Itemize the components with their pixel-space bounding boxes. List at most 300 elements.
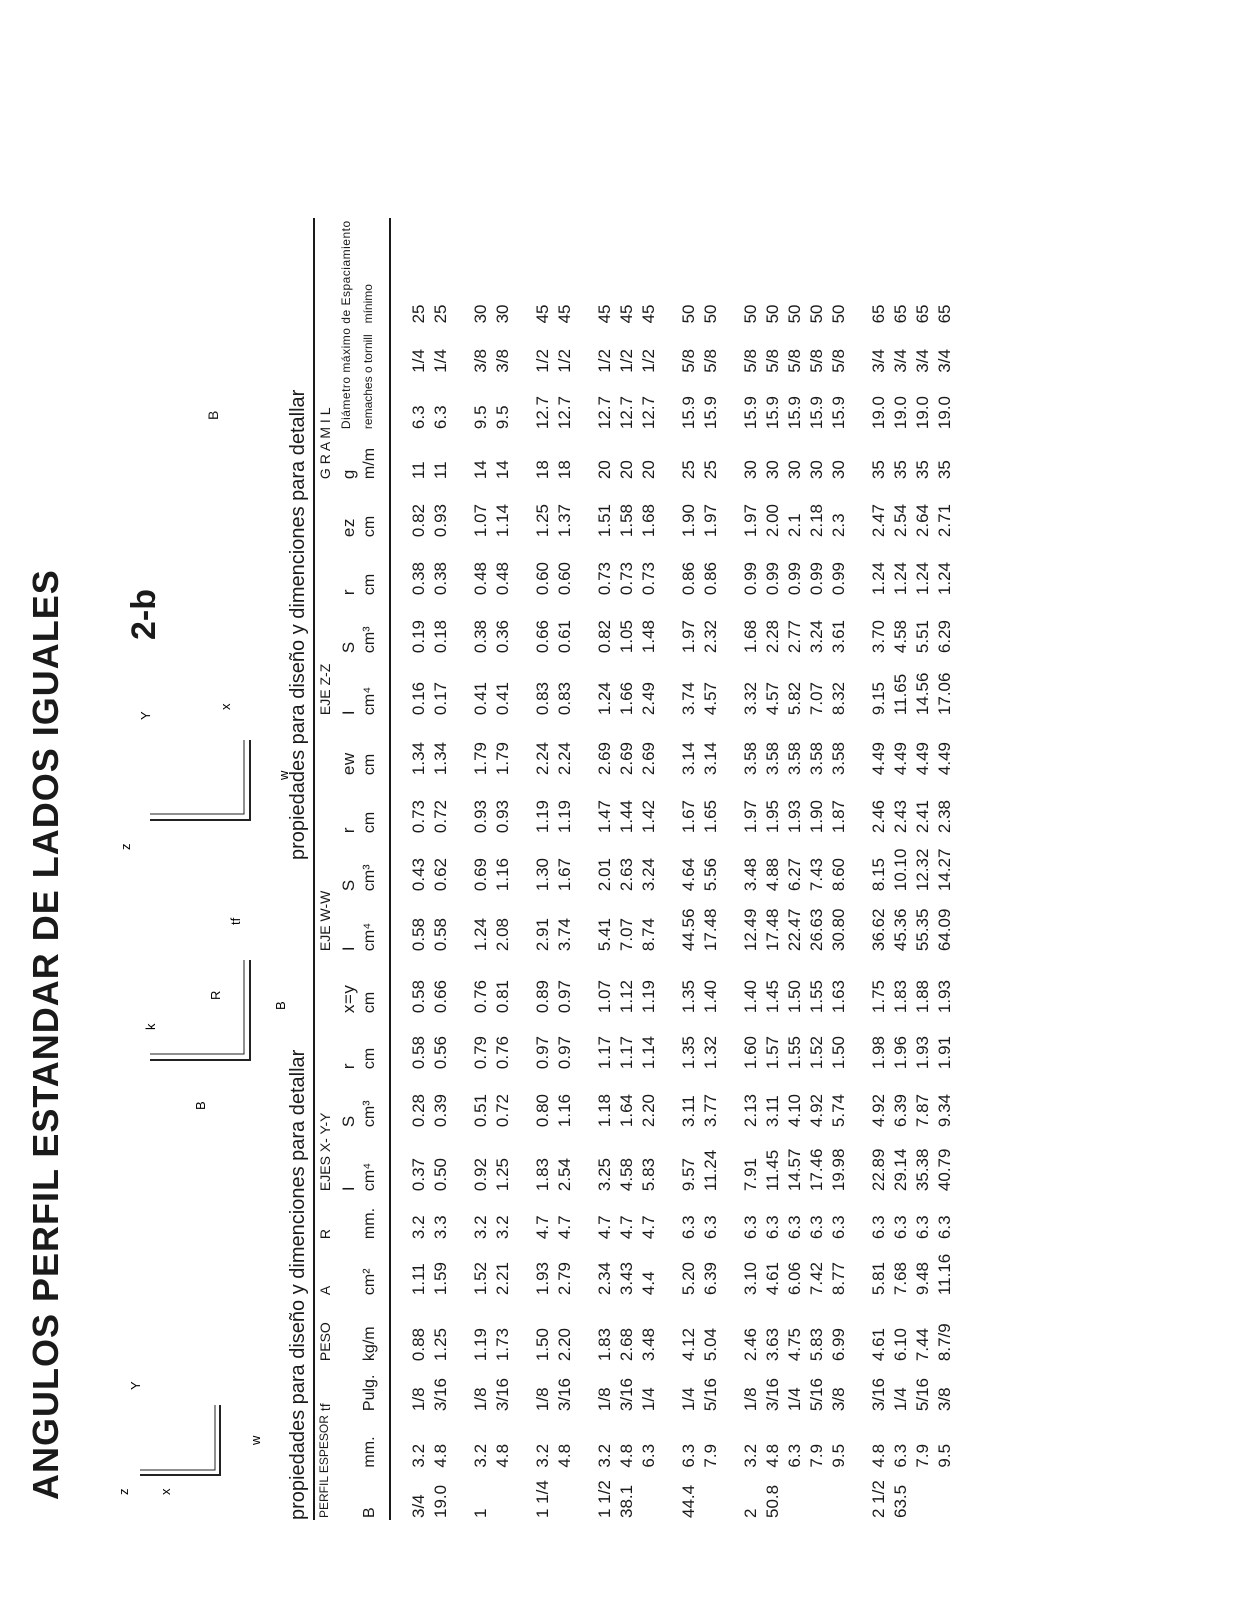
table-cell: 35 (891, 460, 910, 480)
table-cell: 3.14 (679, 741, 698, 776)
table-cell: 3.11 (679, 1095, 698, 1128)
table-cell: 1.73 (493, 1327, 512, 1362)
table-cell: 0.43 (409, 857, 428, 892)
table-cell: 0.83 (555, 681, 574, 716)
table-cell: 3/8 (493, 349, 512, 373)
table-cell: 2.49 (639, 681, 658, 716)
table-cell: 3/4 (869, 349, 888, 373)
table-cell: 1/2 (617, 349, 636, 373)
table-cell: 1.50 (829, 1035, 848, 1070)
table-cell: 4.92 (869, 1093, 888, 1128)
table-cell: 4.58 (891, 619, 910, 654)
table-cell: 4.64 (679, 857, 698, 892)
table-cell: 19.0 (869, 395, 888, 430)
table-cell: 4.12 (679, 1327, 698, 1362)
unit-cm-ew: cm (361, 717, 390, 777)
hdr-tf: tf (314, 1363, 339, 1413)
table-cell: 1.65 (701, 799, 720, 834)
table-cell: 6.3 (409, 405, 428, 430)
table-cell: 0.97 (555, 979, 574, 1014)
table-cell: 1.98 (869, 1035, 888, 1070)
group-spacer (661, 218, 679, 1520)
table-cell: 50 (679, 304, 698, 324)
table-cell: 9.5 (493, 405, 512, 430)
profile-size-cell (701, 1470, 723, 1520)
table-body (390, 218, 957, 1520)
table-cell: 12.7 (595, 395, 614, 430)
header-row-symbols (339, 218, 361, 1520)
sym-r-zz: r (339, 588, 358, 596)
group-spacer (723, 218, 741, 1520)
table-row (829, 218, 851, 1520)
table-cell: 1.48 (639, 619, 658, 654)
table-cell: 4.8 (763, 1443, 782, 1468)
table-row (701, 218, 723, 1520)
table-cell: 0.76 (493, 1035, 512, 1070)
table-cell: 1.93 (533, 1261, 552, 1296)
table-cell: 3.58 (763, 741, 782, 776)
label-b-left: B (193, 1101, 208, 1110)
table-cell: 6.27 (785, 857, 804, 892)
table-row (763, 218, 785, 1520)
table-cell: 12.7 (617, 395, 636, 430)
profile-size-cell: 1 1/2 (595, 1480, 614, 1518)
table-row (493, 218, 515, 1520)
table-cell: 45 (617, 304, 636, 324)
table-cell: 3.2 (471, 1443, 490, 1468)
table-cell: 0.16 (409, 681, 428, 716)
table-cell: 17.06 (935, 672, 954, 716)
table-cell: 2.69 (595, 741, 614, 776)
angle-axes-diagram-1 (110, 1315, 285, 1505)
label-r: R (208, 990, 223, 1000)
table-cell: 1.24 (935, 561, 954, 596)
table-cell: 5.20 (679, 1261, 698, 1296)
hdr-gramil: G R A M I L (314, 218, 339, 481)
table-cell: 2.28 (763, 619, 782, 654)
table-cell: 45.36 (891, 908, 910, 952)
group-spacer (453, 218, 471, 1520)
label-k: k (143, 1023, 158, 1030)
table-cell: 0.50 (431, 1157, 450, 1192)
table-cell: 2.20 (555, 1327, 574, 1362)
profile-size-cell (935, 1470, 957, 1520)
table-cell: 6.3 (431, 405, 450, 430)
table-cell: 7.9 (913, 1443, 932, 1468)
angle-section-icon (110, 1315, 280, 1505)
angle-axes-diagram-2 (110, 620, 305, 860)
table-cell: 29.14 (891, 1148, 910, 1192)
table-cell: 4.92 (807, 1093, 826, 1128)
table-cell: 6.10 (891, 1327, 910, 1362)
table-cell: 9.5 (829, 1443, 848, 1468)
table-cell: 14.56 (913, 672, 932, 716)
table-cell: 1.45 (763, 979, 782, 1014)
table-cell: 1.97 (679, 619, 698, 654)
table-cell: 4.49 (869, 741, 888, 776)
table-cell: 1.25 (431, 1327, 450, 1362)
table-cell: 6.99 (829, 1327, 848, 1362)
table-cell: 3.70 (869, 619, 888, 654)
table-cell: 3/8 (471, 349, 490, 373)
table-row (639, 218, 661, 1520)
table-cell: 9.34 (935, 1093, 954, 1128)
table-cell: 1.16 (493, 857, 512, 892)
sym-i-ww: I (339, 945, 358, 952)
table-cell: 1.19 (533, 799, 552, 834)
table-cell: 20 (595, 460, 614, 480)
table-cell: 12.7 (533, 395, 552, 430)
hdr-eje-ww: EJE W-W (314, 717, 339, 953)
sym-i-zz: I (339, 709, 358, 716)
table-cell: 3.2 (595, 1443, 614, 1468)
table-cell: 3.2 (493, 1215, 512, 1240)
table-cell: 1.44 (617, 799, 636, 834)
table-cell: 4.7 (617, 1215, 636, 1240)
table-cell: 50 (741, 304, 760, 324)
table-cell: 0.99 (763, 561, 782, 596)
hdr-ejes-xy: EJES X- Y-Y (314, 953, 339, 1193)
table-cell: 9.5 (935, 1443, 954, 1468)
table-cell: 0.73 (595, 561, 614, 596)
table-cell: 5/8 (829, 349, 848, 373)
profile-size-cell: 2 1/2 (869, 1480, 888, 1518)
table-cell: 0.38 (409, 561, 428, 596)
sym-s-ww: S (339, 879, 358, 892)
table-cell: 0.93 (471, 799, 490, 834)
unit-b: B (361, 1470, 390, 1520)
label-z-2: z (118, 843, 133, 850)
table-cell: 0.93 (431, 503, 450, 538)
table-cell: 2.69 (639, 741, 658, 776)
table-cell: 1.93 (913, 1035, 932, 1070)
table-cell: 0.69 (471, 857, 490, 892)
table-cell: 15.9 (785, 395, 804, 430)
table-cell: 3.2 (741, 1443, 760, 1468)
unit-pulg: Pulg. (361, 1363, 390, 1413)
table-cell: 0.97 (555, 1035, 574, 1070)
table-cell: 30 (763, 460, 782, 480)
table-cell: 1.60 (741, 1035, 760, 1070)
table-cell: 14 (493, 460, 512, 480)
table-row (785, 218, 807, 1520)
label-b-right: B (205, 410, 221, 420)
table-cell: 30.80 (829, 908, 848, 952)
table-cell: 22.89 (869, 1148, 888, 1192)
table-cell: 30 (741, 460, 760, 480)
table-cell: 0.37 (409, 1157, 428, 1192)
table-cell: 2.68 (617, 1327, 636, 1362)
table-cell: 50 (763, 304, 782, 324)
caption-left: propiedades para diseño y dimenciones para detallar (287, 1049, 309, 1520)
table-cell: 7.68 (891, 1261, 910, 1296)
table-cell: 6.3 (741, 1215, 760, 1240)
table-cell: 2.24 (555, 741, 574, 776)
table-cell: 65 (913, 304, 932, 324)
table-cell: 6.3 (701, 1215, 720, 1240)
table-cell: 0.99 (741, 561, 760, 596)
table-cell: 44.56 (679, 908, 698, 952)
table-cell: 3.58 (829, 741, 848, 776)
table-cell: 0.38 (431, 561, 450, 596)
table-cell: 0.66 (431, 979, 450, 1014)
table-cell: 40.79 (935, 1148, 954, 1192)
table-cell: 5.83 (639, 1157, 658, 1192)
table-cell: 3.58 (807, 741, 826, 776)
table-cell: 1.14 (639, 1035, 658, 1070)
hdr-peso: PESO (314, 1297, 339, 1363)
table-cell: 3.32 (741, 681, 760, 716)
table-cell: 50 (807, 304, 826, 324)
profile-size-cell: 19.0 (431, 1484, 450, 1518)
table-cell: 8.15 (869, 857, 888, 892)
table-cell: 6.3 (829, 1215, 848, 1240)
table-cell: 14 (471, 460, 490, 480)
table-cell: 3.2 (409, 1215, 428, 1240)
table-cell: 3.58 (741, 741, 760, 776)
table-cell: 19.0 (913, 395, 932, 430)
table-cell: 1.07 (471, 503, 490, 538)
table-cell: 36.62 (869, 908, 888, 952)
table-cell: 1.68 (741, 619, 760, 654)
table-cell: 14.27 (935, 848, 954, 892)
table-cell: 1/8 (533, 1387, 552, 1412)
table-cell: 45 (639, 304, 658, 324)
table-cell: 2.77 (785, 619, 804, 654)
label-w-bottom: w (248, 1435, 263, 1445)
table-cell: 1/4 (639, 1387, 658, 1412)
table-cell: 1/2 (533, 349, 552, 373)
table-cell: 3/16 (555, 1377, 574, 1412)
table-cell: 5/16 (701, 1377, 720, 1412)
profile-size-cell (493, 1470, 515, 1520)
table-cell: 17.46 (807, 1148, 826, 1192)
table-cell: 0.97 (533, 1035, 552, 1070)
table-cell: 5/16 (807, 1377, 826, 1412)
table-cell: 5.83 (807, 1327, 826, 1362)
table-cell: 3.48 (741, 857, 760, 892)
table-cell: 7.07 (617, 917, 636, 952)
table-cell: 0.80 (533, 1093, 552, 1128)
group-spacer (390, 218, 409, 1520)
table-cell: 9.57 (679, 1157, 698, 1192)
table-cell: 3.77 (701, 1093, 720, 1128)
table-cell: 0.73 (617, 561, 636, 596)
table-cell: 2.79 (555, 1261, 574, 1296)
table-cell: 2.1 (785, 513, 804, 538)
table-cell: 15.9 (679, 395, 698, 430)
table-cell: 0.73 (409, 799, 428, 834)
table-cell: 8.32 (829, 681, 848, 716)
table-cell: 2.43 (891, 799, 910, 834)
table-cell: 1/4 (679, 1387, 698, 1412)
table-cell: 0.19 (409, 619, 428, 654)
table-cell: 0.76 (471, 979, 490, 1014)
table-cell: 2.21 (493, 1261, 512, 1296)
table-cell: 12.7 (555, 395, 574, 430)
table-cell: 0.62 (431, 857, 450, 892)
table-cell: 3/16 (493, 1377, 512, 1412)
table-cell: 4.7 (555, 1215, 574, 1240)
table-cell: 30 (829, 460, 848, 480)
table-cell: 1.30 (533, 857, 552, 892)
table-cell: 30 (493, 304, 512, 324)
table-row (617, 218, 639, 1520)
table-cell: 8.74 (639, 917, 658, 952)
table-cell: 1.17 (595, 1035, 614, 1070)
table-cell: 2.47 (869, 503, 888, 538)
table-cell: 1.55 (807, 979, 826, 1014)
table-cell: 1.50 (785, 979, 804, 1014)
table-cell: 1.68 (639, 503, 658, 538)
unit-cm-r-xy: cm (361, 1015, 390, 1071)
table-cell: 0.88 (409, 1327, 428, 1362)
caption-right: propiedades para diseño y dimenciones para detallar (287, 389, 309, 860)
table-cell: 6.3 (679, 1215, 698, 1240)
table-cell: 4.8 (869, 1443, 888, 1468)
table-cell: 65 (869, 304, 888, 324)
table-cell: 1/8 (595, 1387, 614, 1412)
table-cell: 0.51 (471, 1093, 490, 1128)
sym-s-zz: S (339, 641, 358, 654)
table-cell: 3/16 (869, 1377, 888, 1412)
table-cell: 0.81 (493, 979, 512, 1014)
table-cell: 1/4 (785, 1387, 804, 1412)
profile-size-cell (555, 1470, 577, 1520)
table-cell: 11.16 (935, 1253, 954, 1296)
table-cell: 1.50 (533, 1327, 552, 1362)
table-cell: 1.93 (785, 799, 804, 834)
table-cell: 1.90 (807, 799, 826, 834)
table-cell: 0.41 (493, 681, 512, 716)
table-cell: 30 (807, 460, 826, 480)
table-cell: 18 (533, 460, 552, 480)
table-cell: 6.3 (935, 1215, 954, 1240)
table-cell: 11.45 (763, 1149, 782, 1192)
profile-size-cell: 50.8 (763, 1484, 782, 1518)
table-cell: 8.60 (829, 857, 848, 892)
table-cell: 6.3 (913, 1215, 932, 1240)
table-cell: 3/4 (891, 349, 910, 373)
table-cell: 45 (555, 304, 574, 324)
table-cell: 1.83 (533, 1157, 552, 1192)
table-cell: 0.73 (639, 561, 658, 596)
sym-g: g (339, 469, 358, 480)
table-cell: 0.58 (431, 917, 450, 952)
table-cell: 9.48 (913, 1261, 932, 1296)
table-cell: 2.46 (741, 1327, 760, 1362)
header-row-groups (314, 218, 339, 1520)
unit-cm3-zz: cm³ (361, 597, 390, 655)
table-cell: 3/4 (913, 349, 932, 373)
table-cell: 0.72 (493, 1093, 512, 1128)
table-cell: 1.35 (679, 1035, 698, 1070)
table-cell: 11 (409, 461, 428, 480)
table-cell: 18 (555, 460, 574, 480)
angle-dimension-icon (110, 880, 300, 1120)
table-cell: 1.24 (471, 917, 490, 952)
table-cell: 0.86 (701, 561, 720, 596)
table-cell: 0.58 (409, 979, 428, 1014)
table-cell: 4.7 (595, 1215, 614, 1240)
table-cell: 4.7 (533, 1215, 552, 1240)
table-cell: 0.61 (555, 619, 574, 654)
table-cell: 1.66 (617, 681, 636, 716)
table-cell: 25 (701, 460, 720, 480)
table-cell: 2.69 (617, 741, 636, 776)
table-cell: 2.63 (617, 857, 636, 892)
table-row (807, 218, 829, 1520)
table-cell: 4.61 (869, 1327, 888, 1362)
table-cell: 45 (595, 304, 614, 324)
table-cell: 3.43 (617, 1261, 636, 1296)
table-cell: 1.51 (595, 503, 614, 538)
table-cell: 0.28 (409, 1093, 428, 1128)
unit-cm-r-zz: cm (361, 539, 390, 597)
table-cell: 11.65 (891, 673, 910, 716)
table-cell: 6.29 (935, 619, 954, 654)
table-cell: 64.09 (935, 908, 954, 952)
table-cell: 5/8 (763, 349, 782, 373)
table-row (891, 218, 913, 1520)
table-cell: 0.79 (471, 1035, 490, 1070)
table-row (431, 218, 453, 1520)
unit-cm-ez: cm (361, 481, 390, 539)
table-cell: 3.2 (471, 1215, 490, 1240)
table-cell: 2.00 (763, 503, 782, 538)
table-cell: 17.48 (763, 908, 782, 952)
table-cell: 2.20 (639, 1093, 658, 1128)
profile-size-cell: 3/4 (409, 1494, 428, 1518)
table-cell: 1.24 (913, 561, 932, 596)
table-cell: 5/8 (785, 349, 804, 373)
table-cell: 25 (409, 304, 428, 324)
table-cell: 6.3 (785, 1215, 804, 1240)
table-cell: 1/8 (471, 1387, 490, 1412)
group-spacer (515, 218, 533, 1520)
table-cell: 1.83 (891, 979, 910, 1014)
table-cell: 22.47 (785, 908, 804, 952)
profile-size-cell: 2 (741, 1508, 760, 1518)
table-cell: 11.24 (701, 1149, 720, 1192)
table-cell: 1.19 (639, 979, 658, 1014)
table-row (555, 218, 577, 1520)
unit-mm-g: m/m (361, 431, 390, 481)
table-cell: 25 (679, 460, 698, 480)
unit-cm3-ww: cm³ (361, 835, 390, 893)
table-row (935, 218, 957, 1520)
table-cell: 6.3 (807, 1215, 826, 1240)
table-cell: 10.10 (891, 848, 910, 892)
table-cell: 4.57 (701, 681, 720, 716)
table-cell: 4.8 (431, 1443, 450, 1468)
table-cell: 7.44 (913, 1327, 932, 1362)
table-cell: 6.39 (891, 1093, 910, 1128)
table-cell: 1.52 (471, 1261, 490, 1296)
table-cell: 2.18 (807, 503, 826, 538)
label-b-bottom: B (273, 1001, 288, 1010)
table-cell: 2.91 (533, 917, 552, 952)
hdr-perfil-espesor: PERFIL ESPESOR (314, 1413, 339, 1520)
table-cell: 2.34 (595, 1261, 614, 1296)
table-cell: 45 (533, 304, 552, 324)
table-cell: 5/8 (741, 349, 760, 373)
table-cell: 3.24 (639, 857, 658, 892)
table-cell: 6.3 (891, 1215, 910, 1240)
label-x-2: x (218, 703, 233, 710)
table-cell: 3/8 (829, 1387, 848, 1412)
table-cell: 4.61 (763, 1261, 782, 1296)
